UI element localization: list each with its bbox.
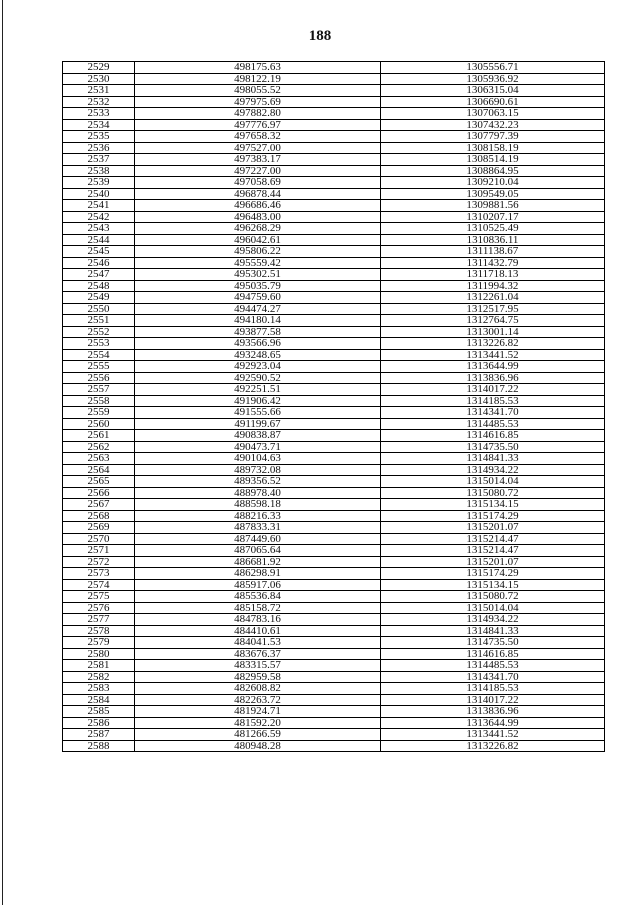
point-number-cell: 2529 xyxy=(63,62,135,74)
table-row xyxy=(63,533,605,545)
table-row xyxy=(63,85,605,97)
y-coordinate-cell: 1315214.47 xyxy=(381,545,605,557)
x-coordinate-cell: 490473.71 xyxy=(135,441,381,453)
coordinates-table-body xyxy=(63,62,605,752)
x-coordinate-cell: 494759.60 xyxy=(135,292,381,304)
point-number-cell: 2530 xyxy=(63,73,135,85)
table-row xyxy=(63,108,605,120)
table-row xyxy=(63,62,605,74)
y-coordinate-cell: 1314841.33 xyxy=(381,625,605,637)
y-coordinate-cell: 1307432.23 xyxy=(381,119,605,131)
y-coordinate-cell: 1315134.15 xyxy=(381,579,605,591)
x-coordinate-cell: 487065.64 xyxy=(135,545,381,557)
x-coordinate-cell: 498055.52 xyxy=(135,85,381,97)
point-number-cell: 2550 xyxy=(63,303,135,315)
x-coordinate-cell: 497383.17 xyxy=(135,154,381,166)
point-number-cell: 2568 xyxy=(63,510,135,522)
point-number-cell: 2585 xyxy=(63,706,135,718)
point-number-cell: 2566 xyxy=(63,487,135,499)
table-row xyxy=(63,246,605,258)
x-coordinate-cell: 495559.42 xyxy=(135,257,381,269)
table-row xyxy=(63,453,605,465)
point-number-cell: 2540 xyxy=(63,188,135,200)
y-coordinate-cell: 1305936.92 xyxy=(381,73,605,85)
page-number: 188 xyxy=(308,28,332,44)
y-coordinate-cell: 1309881.56 xyxy=(381,200,605,212)
coordinates-table xyxy=(62,61,605,752)
point-number-cell: 2583 xyxy=(63,683,135,695)
point-number-cell: 2563 xyxy=(63,453,135,465)
y-coordinate-cell: 1314185.53 xyxy=(381,395,605,407)
x-coordinate-cell: 494180.14 xyxy=(135,315,381,327)
y-coordinate-cell: 1308864.95 xyxy=(381,165,605,177)
x-coordinate-cell: 484410.61 xyxy=(135,625,381,637)
y-coordinate-cell: 1314934.22 xyxy=(381,614,605,626)
x-coordinate-cell: 496878.44 xyxy=(135,188,381,200)
point-number-cell: 2541 xyxy=(63,200,135,212)
y-coordinate-cell: 1311432.79 xyxy=(381,257,605,269)
y-coordinate-cell: 1308158.19 xyxy=(381,142,605,154)
table-row xyxy=(63,395,605,407)
point-number-cell: 2537 xyxy=(63,154,135,166)
x-coordinate-cell: 493566.96 xyxy=(135,338,381,350)
page-edge-line xyxy=(2,0,3,905)
point-number-cell: 2582 xyxy=(63,671,135,683)
y-coordinate-cell: 1313644.99 xyxy=(381,361,605,373)
x-coordinate-cell: 488598.18 xyxy=(135,499,381,511)
x-coordinate-cell: 497882.80 xyxy=(135,108,381,120)
y-coordinate-cell: 1309210.04 xyxy=(381,177,605,189)
y-coordinate-cell: 1307063.15 xyxy=(381,108,605,120)
x-coordinate-cell: 497527.00 xyxy=(135,142,381,154)
table-row xyxy=(63,464,605,476)
x-coordinate-cell: 497227.00 xyxy=(135,165,381,177)
x-coordinate-cell: 490104.63 xyxy=(135,453,381,465)
x-coordinate-cell: 483676.37 xyxy=(135,648,381,660)
x-coordinate-cell: 498122.19 xyxy=(135,73,381,85)
table-row xyxy=(63,119,605,131)
table-row xyxy=(63,73,605,85)
point-number-cell: 2539 xyxy=(63,177,135,189)
table-row xyxy=(63,142,605,154)
point-number-cell: 2557 xyxy=(63,384,135,396)
table-row xyxy=(63,200,605,212)
table-row xyxy=(63,257,605,269)
y-coordinate-cell: 1314735.50 xyxy=(381,637,605,649)
x-coordinate-cell: 481592.20 xyxy=(135,717,381,729)
x-coordinate-cell: 485158.72 xyxy=(135,602,381,614)
table-row xyxy=(63,625,605,637)
point-number-cell: 2548 xyxy=(63,280,135,292)
table-row xyxy=(63,740,605,752)
point-number-cell: 2587 xyxy=(63,729,135,741)
point-number-cell: 2562 xyxy=(63,441,135,453)
table-row xyxy=(63,476,605,488)
point-number-cell: 2542 xyxy=(63,211,135,223)
point-number-cell: 2569 xyxy=(63,522,135,534)
table-row xyxy=(63,568,605,580)
point-number-cell: 2547 xyxy=(63,269,135,281)
x-coordinate-cell: 494474.27 xyxy=(135,303,381,315)
y-coordinate-cell: 1313644.99 xyxy=(381,717,605,729)
table-row xyxy=(63,671,605,683)
x-coordinate-cell: 489356.52 xyxy=(135,476,381,488)
point-number-cell: 2535 xyxy=(63,131,135,143)
table-row xyxy=(63,614,605,626)
table-row xyxy=(63,487,605,499)
x-coordinate-cell: 493877.58 xyxy=(135,326,381,338)
point-number-cell: 2567 xyxy=(63,499,135,511)
table-row xyxy=(63,407,605,419)
y-coordinate-cell: 1310525.49 xyxy=(381,223,605,235)
x-coordinate-cell: 495302.51 xyxy=(135,269,381,281)
y-coordinate-cell: 1315174.29 xyxy=(381,568,605,580)
point-number-cell: 2551 xyxy=(63,315,135,327)
table-row xyxy=(63,729,605,741)
table-row xyxy=(63,131,605,143)
point-number-cell: 2581 xyxy=(63,660,135,672)
y-coordinate-cell: 1313001.14 xyxy=(381,326,605,338)
point-number-cell: 2546 xyxy=(63,257,135,269)
table-row xyxy=(63,96,605,108)
y-coordinate-cell: 1314735.50 xyxy=(381,441,605,453)
y-coordinate-cell: 1314341.70 xyxy=(381,407,605,419)
y-coordinate-cell: 1305556.71 xyxy=(381,62,605,74)
point-number-cell: 2572 xyxy=(63,556,135,568)
point-number-cell: 2553 xyxy=(63,338,135,350)
x-coordinate-cell: 488978.40 xyxy=(135,487,381,499)
table-row xyxy=(63,660,605,672)
x-coordinate-cell: 482263.72 xyxy=(135,694,381,706)
table-row xyxy=(63,510,605,522)
y-coordinate-cell: 1314341.70 xyxy=(381,671,605,683)
point-number-cell: 2565 xyxy=(63,476,135,488)
y-coordinate-cell: 1307797.39 xyxy=(381,131,605,143)
point-number-cell: 2578 xyxy=(63,625,135,637)
y-coordinate-cell: 1315080.72 xyxy=(381,487,605,499)
point-number-cell: 2576 xyxy=(63,602,135,614)
table-row xyxy=(63,441,605,453)
table-row xyxy=(63,499,605,511)
point-number-cell: 2579 xyxy=(63,637,135,649)
y-coordinate-cell: 1315014.04 xyxy=(381,602,605,614)
x-coordinate-cell: 484041.53 xyxy=(135,637,381,649)
point-number-cell: 2570 xyxy=(63,533,135,545)
x-coordinate-cell: 485536.84 xyxy=(135,591,381,603)
y-coordinate-cell: 1314934.22 xyxy=(381,464,605,476)
y-coordinate-cell: 1315174.29 xyxy=(381,510,605,522)
y-coordinate-cell: 1311718.13 xyxy=(381,269,605,281)
x-coordinate-cell: 486681.92 xyxy=(135,556,381,568)
table-row xyxy=(63,338,605,350)
point-number-cell: 2564 xyxy=(63,464,135,476)
table-row xyxy=(63,280,605,292)
y-coordinate-cell: 1314017.22 xyxy=(381,694,605,706)
table-row xyxy=(63,706,605,718)
x-coordinate-cell: 498175.63 xyxy=(135,62,381,74)
y-coordinate-cell: 1314616.85 xyxy=(381,430,605,442)
table-row xyxy=(63,579,605,591)
x-coordinate-cell: 496483.00 xyxy=(135,211,381,223)
x-coordinate-cell: 482959.58 xyxy=(135,671,381,683)
x-coordinate-cell: 497975.69 xyxy=(135,96,381,108)
table-row xyxy=(63,717,605,729)
table-row xyxy=(63,602,605,614)
point-number-cell: 2555 xyxy=(63,361,135,373)
y-coordinate-cell: 1315214.47 xyxy=(381,533,605,545)
y-coordinate-cell: 1314185.53 xyxy=(381,683,605,695)
table-row xyxy=(63,154,605,166)
y-coordinate-cell: 1310836.11 xyxy=(381,234,605,246)
x-coordinate-cell: 482608.82 xyxy=(135,683,381,695)
y-coordinate-cell: 1313226.82 xyxy=(381,740,605,752)
x-coordinate-cell: 485917.06 xyxy=(135,579,381,591)
y-coordinate-cell: 1314616.85 xyxy=(381,648,605,660)
table-row xyxy=(63,683,605,695)
table-row xyxy=(63,303,605,315)
table-row xyxy=(63,694,605,706)
y-coordinate-cell: 1308514.19 xyxy=(381,154,605,166)
table-row xyxy=(63,292,605,304)
point-number-cell: 2571 xyxy=(63,545,135,557)
point-number-cell: 2531 xyxy=(63,85,135,97)
point-number-cell: 2586 xyxy=(63,717,135,729)
table-row xyxy=(63,418,605,430)
table-row xyxy=(63,637,605,649)
x-coordinate-cell: 491906.42 xyxy=(135,395,381,407)
point-number-cell: 2534 xyxy=(63,119,135,131)
y-coordinate-cell: 1313836.96 xyxy=(381,372,605,384)
table-row xyxy=(63,177,605,189)
x-coordinate-cell: 495806.22 xyxy=(135,246,381,258)
y-coordinate-cell: 1314485.53 xyxy=(381,660,605,672)
table-row xyxy=(63,591,605,603)
x-coordinate-cell: 487449.60 xyxy=(135,533,381,545)
table-row xyxy=(63,269,605,281)
x-coordinate-cell: 493248.65 xyxy=(135,349,381,361)
y-coordinate-cell: 1315201.07 xyxy=(381,522,605,534)
point-number-cell: 2588 xyxy=(63,740,135,752)
x-coordinate-cell: 491555.66 xyxy=(135,407,381,419)
x-coordinate-cell: 497058.69 xyxy=(135,177,381,189)
point-number-cell: 2549 xyxy=(63,292,135,304)
table-row xyxy=(63,326,605,338)
y-coordinate-cell: 1310207.17 xyxy=(381,211,605,223)
table-row xyxy=(63,211,605,223)
point-number-cell: 2552 xyxy=(63,326,135,338)
table-row xyxy=(63,372,605,384)
point-number-cell: 2559 xyxy=(63,407,135,419)
point-number-cell: 2560 xyxy=(63,418,135,430)
y-coordinate-cell: 1315201.07 xyxy=(381,556,605,568)
table-row xyxy=(63,165,605,177)
table-row xyxy=(63,522,605,534)
x-coordinate-cell: 480948.28 xyxy=(135,740,381,752)
x-coordinate-cell: 497776.97 xyxy=(135,119,381,131)
table-row xyxy=(63,188,605,200)
x-coordinate-cell: 497658.32 xyxy=(135,131,381,143)
table-row xyxy=(63,361,605,373)
table-row xyxy=(63,315,605,327)
point-number-cell: 2580 xyxy=(63,648,135,660)
y-coordinate-cell: 1313441.52 xyxy=(381,729,605,741)
y-coordinate-cell: 1306690.61 xyxy=(381,96,605,108)
point-number-cell: 2575 xyxy=(63,591,135,603)
x-coordinate-cell: 495035.79 xyxy=(135,280,381,292)
y-coordinate-cell: 1312764.75 xyxy=(381,315,605,327)
x-coordinate-cell: 486298.91 xyxy=(135,568,381,580)
table-row xyxy=(63,234,605,246)
x-coordinate-cell: 488216.33 xyxy=(135,510,381,522)
y-coordinate-cell: 1315134.15 xyxy=(381,499,605,511)
y-coordinate-cell: 1315014.04 xyxy=(381,476,605,488)
x-coordinate-cell: 490838.87 xyxy=(135,430,381,442)
y-coordinate-cell: 1314017.22 xyxy=(381,384,605,396)
x-coordinate-cell: 492923.04 xyxy=(135,361,381,373)
x-coordinate-cell: 496042.61 xyxy=(135,234,381,246)
x-coordinate-cell: 484783.16 xyxy=(135,614,381,626)
x-coordinate-cell: 496268.29 xyxy=(135,223,381,235)
table-row xyxy=(63,556,605,568)
point-number-cell: 2574 xyxy=(63,579,135,591)
x-coordinate-cell: 491199.67 xyxy=(135,418,381,430)
point-number-cell: 2533 xyxy=(63,108,135,120)
point-number-cell: 2538 xyxy=(63,165,135,177)
table-row xyxy=(63,430,605,442)
x-coordinate-cell: 489732.08 xyxy=(135,464,381,476)
point-number-cell: 2545 xyxy=(63,246,135,258)
point-number-cell: 2584 xyxy=(63,694,135,706)
y-coordinate-cell: 1306315.04 xyxy=(381,85,605,97)
y-coordinate-cell: 1312517.95 xyxy=(381,303,605,315)
y-coordinate-cell: 1314841.33 xyxy=(381,453,605,465)
x-coordinate-cell: 481266.59 xyxy=(135,729,381,741)
point-number-cell: 2558 xyxy=(63,395,135,407)
x-coordinate-cell: 481924.71 xyxy=(135,706,381,718)
y-coordinate-cell: 1309549.05 xyxy=(381,188,605,200)
x-coordinate-cell: 496686.46 xyxy=(135,200,381,212)
point-number-cell: 2577 xyxy=(63,614,135,626)
y-coordinate-cell: 1313226.82 xyxy=(381,338,605,350)
y-coordinate-cell: 1312261.04 xyxy=(381,292,605,304)
y-coordinate-cell: 1311138.67 xyxy=(381,246,605,258)
table-row xyxy=(63,223,605,235)
point-number-cell: 2554 xyxy=(63,349,135,361)
y-coordinate-cell: 1315080.72 xyxy=(381,591,605,603)
y-coordinate-cell: 1314485.53 xyxy=(381,418,605,430)
point-number-cell: 2573 xyxy=(63,568,135,580)
point-number-cell: 2544 xyxy=(63,234,135,246)
x-coordinate-cell: 483315.57 xyxy=(135,660,381,672)
y-coordinate-cell: 1313836.96 xyxy=(381,706,605,718)
y-coordinate-cell: 1311994.32 xyxy=(381,280,605,292)
point-number-cell: 2536 xyxy=(63,142,135,154)
point-number-cell: 2543 xyxy=(63,223,135,235)
table-row xyxy=(63,384,605,396)
point-number-cell: 2561 xyxy=(63,430,135,442)
x-coordinate-cell: 487833.31 xyxy=(135,522,381,534)
x-coordinate-cell: 492590.52 xyxy=(135,372,381,384)
point-number-cell: 2556 xyxy=(63,372,135,384)
point-number-cell: 2532 xyxy=(63,96,135,108)
table-row xyxy=(63,545,605,557)
x-coordinate-cell: 492251.51 xyxy=(135,384,381,396)
table-row xyxy=(63,349,605,361)
y-coordinate-cell: 1313441.52 xyxy=(381,349,605,361)
table-row xyxy=(63,648,605,660)
